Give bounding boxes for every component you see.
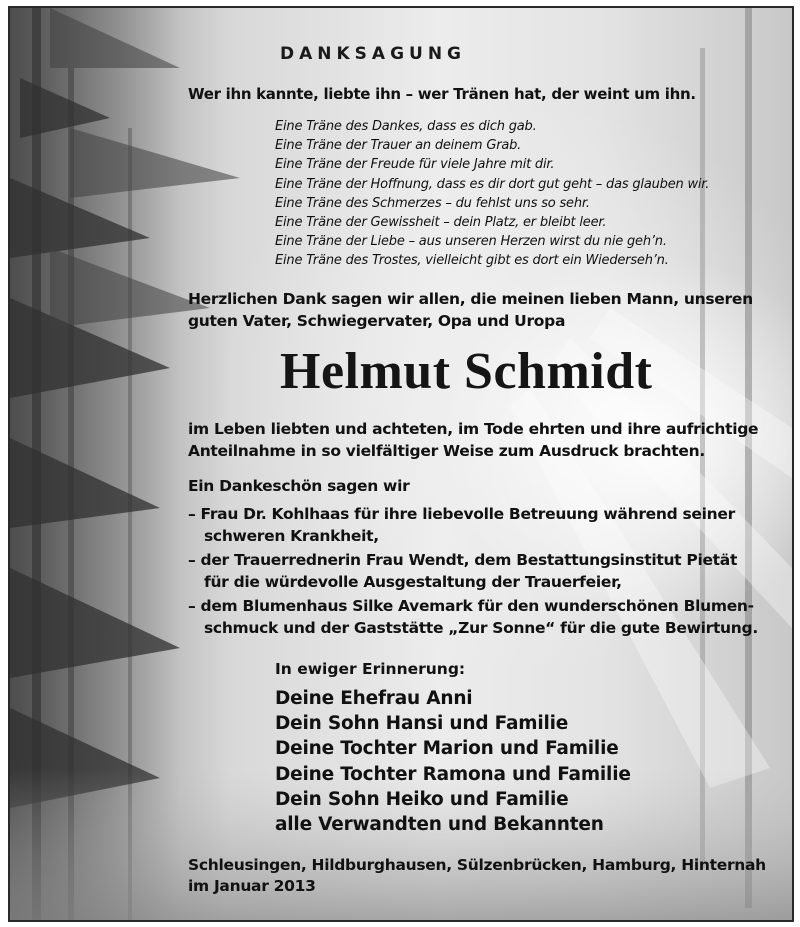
poem-line: Eine Träne des Dankes, dass es dich gab. <box>275 119 537 134</box>
thanks-line: – dem Blumenhaus Silke Avemark für den wunderschönen Blumen- <box>188 597 754 615</box>
family-member: Dein Sohn Heiko und Familie <box>275 788 569 810</box>
family-member: Deine Tochter Marion und Familie <box>275 738 619 760</box>
family-list <box>275 686 631 837</box>
thanks-intro: Ein Dankeschön sagen wir <box>188 477 410 495</box>
family-member: alle Verwandten und Bekannten <box>275 814 604 836</box>
poem-line: Eine Träne der Freude für viele Jahre mit dir. <box>275 157 555 173</box>
date-line: im Januar 2013 <box>188 877 316 895</box>
poem <box>275 117 709 271</box>
deceased-name: Helmut Schmidt <box>280 343 653 400</box>
tribute-line: im Leben liebten und achteten, im Tode ehrten und ihre aufrichtige <box>188 420 759 438</box>
poem-line: Eine Träne der Gewissheit – dein Platz, er bleibt leer. <box>275 215 607 231</box>
poem-line: Eine Träne der Hoffnung, dass es dir dort gut geht – das glauben wir. <box>275 176 710 192</box>
thanks-line: schweren Krankheit, <box>204 527 379 545</box>
thanks-line: – der Trauerrednerin Frau Wendt, dem Bestattungsinstitut Pietät <box>188 551 738 569</box>
heading-danksagung: DANKSAGUNG <box>280 44 467 64</box>
family-member: Deine Ehefrau Anni <box>275 688 473 709</box>
intro-line: guten Vater, Schwiegervater, Opa und Uropa <box>188 312 566 330</box>
obituary-card <box>8 6 794 922</box>
memory-label: In ewiger Erinnerung: <box>275 660 466 678</box>
poem-line: Eine Träne der Liebe – aus unseren Herzen wirst du nie geh’n. <box>275 234 667 250</box>
family-member: Dein Sohn Hansi und Familie <box>275 713 569 735</box>
thanks-line: schmuck und der Gaststätte „Zur Sonne“ für die gute Bewirtung. <box>204 619 758 637</box>
intro-paragraph <box>188 288 753 332</box>
thanks-list <box>188 503 758 641</box>
family-member: Deine Tochter Ramona und Familie <box>275 763 631 785</box>
place-date <box>188 855 766 897</box>
intro-line: Herzlichen Dank sagen wir allen, die meinen lieben Mann, unseren <box>188 290 753 308</box>
motto-line: Wer ihn kannte, liebte ihn – wer Tränen hat, der weint um ihn. <box>188 85 696 103</box>
tribute-paragraph <box>188 418 758 462</box>
poem-line: Eine Träne des Schmerzes – du fehlst uns so sehr. <box>275 195 590 211</box>
thanks-line: – Frau Dr. Kohlhaas für ihre liebevolle Betreuung während seiner <box>188 505 735 523</box>
tribute-line: Anteilnahme in so vielfältiger Weise zum Ausdruck brachten. <box>188 442 705 460</box>
thanks-line: für die würdevolle Ausgestaltung der Trauerfeier, <box>204 573 622 591</box>
place-line: Schleusingen, Hildburghausen, Sülzenbrücken, Hamburg, Hinternah <box>188 856 766 874</box>
thanks-item <box>188 595 758 639</box>
thanks-item <box>188 503 758 547</box>
poem-line: Eine Träne der Trauer an deinem Grab. <box>275 138 522 154</box>
poem-line: Eine Träne des Trostes, vielleicht gibt es dort ein Wiederseh’n. <box>275 253 669 269</box>
thanks-item <box>188 549 758 593</box>
